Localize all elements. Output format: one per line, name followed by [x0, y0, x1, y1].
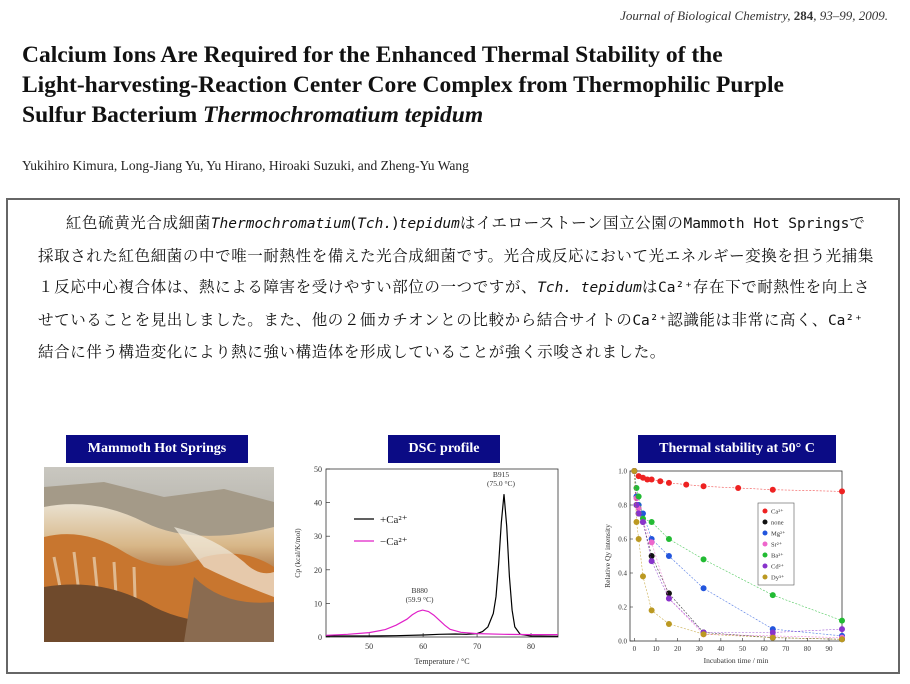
y-tick-label: 10	[314, 599, 322, 609]
legend-marker	[763, 575, 768, 580]
x-tick-label: 70	[473, 642, 482, 651]
paper-title	[22, 40, 892, 130]
series-line	[634, 471, 842, 639]
data-point	[701, 483, 707, 489]
series-line-plus-ca	[326, 494, 558, 636]
data-point	[839, 488, 845, 494]
legend-label: Mg²⁺	[771, 530, 786, 538]
data-point	[633, 485, 639, 491]
plot-frame	[630, 471, 842, 641]
x-tick-label: 0	[632, 645, 637, 653]
legend-marker	[763, 531, 768, 536]
thermal-label: Thermal stability at 50° C	[638, 435, 836, 463]
y-tick-label: 0.6	[618, 535, 627, 544]
y-tick-label: 50	[314, 465, 322, 474]
y-axis-label: Cp (kcal/K/mol)	[293, 528, 302, 578]
legend-label: +Ca²⁺	[380, 514, 408, 526]
x-tick-label: 60	[419, 642, 428, 651]
data-point	[649, 539, 655, 545]
x-axis-label: Temperature / °C	[414, 657, 470, 666]
data-point	[839, 636, 845, 642]
data-point	[636, 494, 642, 500]
data-point	[735, 485, 741, 491]
data-point	[633, 502, 639, 508]
data-point	[649, 553, 655, 559]
data-point	[636, 511, 642, 517]
title-line-1: Calcium Ions Are Required for the Enhanced Thermal Stability of the	[22, 42, 723, 68]
peak-label: B880	[411, 586, 428, 596]
y-tick-label: 0	[318, 633, 322, 642]
x-tick-label: 80	[527, 642, 536, 651]
data-point	[683, 482, 689, 488]
hot-springs-photo	[44, 467, 274, 642]
legend-label: −Ca²⁺	[380, 536, 408, 548]
series-line	[634, 471, 842, 639]
y-tick-label: 1.0	[618, 467, 627, 476]
y-tick-label: 0.2	[618, 603, 627, 612]
data-point	[770, 630, 776, 636]
series-line	[634, 471, 842, 621]
legend-marker	[763, 542, 768, 547]
series-line-minus-ca	[326, 610, 558, 635]
data-point	[666, 596, 672, 602]
x-tick-label: 70	[782, 645, 790, 653]
data-point	[701, 585, 707, 591]
x-tick-label: 40	[717, 645, 725, 653]
x-axis-label: Incubation time / min	[703, 656, 769, 665]
data-point	[657, 478, 663, 484]
x-tick-label: 10	[652, 645, 660, 653]
x-tick-label: 20	[674, 645, 682, 653]
title-line-2: Light-harvesting-Reaction Center Core Complex from Thermophilic Purple	[22, 72, 784, 98]
series-line	[634, 471, 842, 633]
series-line	[634, 471, 842, 638]
data-point	[640, 573, 646, 579]
data-point	[839, 626, 845, 632]
thermal-stability-chart	[598, 463, 858, 668]
data-point	[666, 480, 672, 486]
peak-temp-label: (59.9 °C)	[405, 595, 434, 605]
dsc-chart	[290, 463, 590, 671]
legend-label: Sr²⁺	[771, 541, 783, 549]
data-point	[770, 635, 776, 641]
data-point	[631, 468, 637, 474]
plot-frame	[326, 469, 558, 637]
data-point	[649, 477, 655, 483]
data-point	[666, 621, 672, 627]
data-point	[649, 519, 655, 525]
legend-marker	[763, 509, 768, 514]
journal-citation: Journal of Biological Chemistry, 284, 93–99, 2009.	[620, 8, 888, 23]
photo-label: Mammoth Hot Springs	[66, 435, 248, 463]
legend-label: none	[771, 519, 784, 527]
peak-temp-label: (75.0 °C)	[487, 479, 516, 489]
x-tick-label: 50	[365, 642, 374, 651]
legend-marker	[763, 553, 768, 558]
legend-label: Cd²⁺	[771, 563, 784, 571]
x-tick-label: 50	[738, 645, 746, 653]
legend-label: Ba²⁺	[771, 552, 784, 560]
data-point	[839, 618, 845, 624]
y-tick-label: 0.0	[618, 637, 627, 646]
x-tick-label: 90	[825, 645, 833, 653]
data-point	[649, 558, 655, 564]
author-list: Yukihiro Kimura, Long-Jiang Yu, Yu Hirano, Hiroaki Suzuki, and Zheng-Yu Wang	[22, 158, 469, 173]
data-point	[701, 556, 707, 562]
data-point	[701, 631, 707, 637]
data-point	[666, 553, 672, 559]
data-point	[770, 592, 776, 598]
x-tick-label: 30	[695, 645, 703, 653]
y-axis-label: Relative Qy intensity	[603, 524, 612, 588]
data-point	[633, 519, 639, 525]
x-tick-label: 80	[803, 645, 811, 653]
data-point	[770, 487, 776, 493]
legend-marker	[763, 520, 768, 525]
y-tick-label: 0.8	[618, 501, 627, 510]
y-tick-label: 40	[314, 498, 322, 508]
title-line-3: Sulfur Bacterium Thermochromatium tepidum	[22, 102, 484, 128]
legend-marker	[763, 564, 768, 569]
legend-label: Ca²⁺	[771, 508, 784, 516]
data-point	[640, 519, 646, 525]
y-tick-label: 0.4	[618, 569, 627, 578]
y-tick-label: 20	[314, 565, 322, 575]
series-line	[634, 471, 842, 636]
peak-label: B915	[492, 470, 510, 480]
y-tick-label: 30	[314, 532, 322, 542]
japanese-summary: 紅色硫黄光合成細菌Thermochromatium(Tch.)tepidumはイエローストーン国立公園のMammoth Hot Springsで採取された紅色細菌の中で唯一耐熱性を備えた光合成細菌です。光合成反応において光エネルギー変換を担う光捕集１反応中心複合体は、熱による障害を受けやすい部位の一つですが、Tch. tepidumはCa²⁺存在下で耐熱性を向上させていることを見出しました。また、他の２価カチオンとの比較から結合サイトのCa²⁺認識能は非常に高く、Ca²⁺結合に伴う構造変化により熱に強い構造体を形成していることが強く示唆されました。	[38, 214, 874, 361]
data-point	[649, 607, 655, 613]
x-tick-label: 60	[760, 645, 768, 653]
data-point	[666, 536, 672, 542]
data-point	[636, 536, 642, 542]
dsc-label: DSC profile	[388, 435, 500, 463]
legend-label: Dy³⁺	[771, 574, 785, 582]
